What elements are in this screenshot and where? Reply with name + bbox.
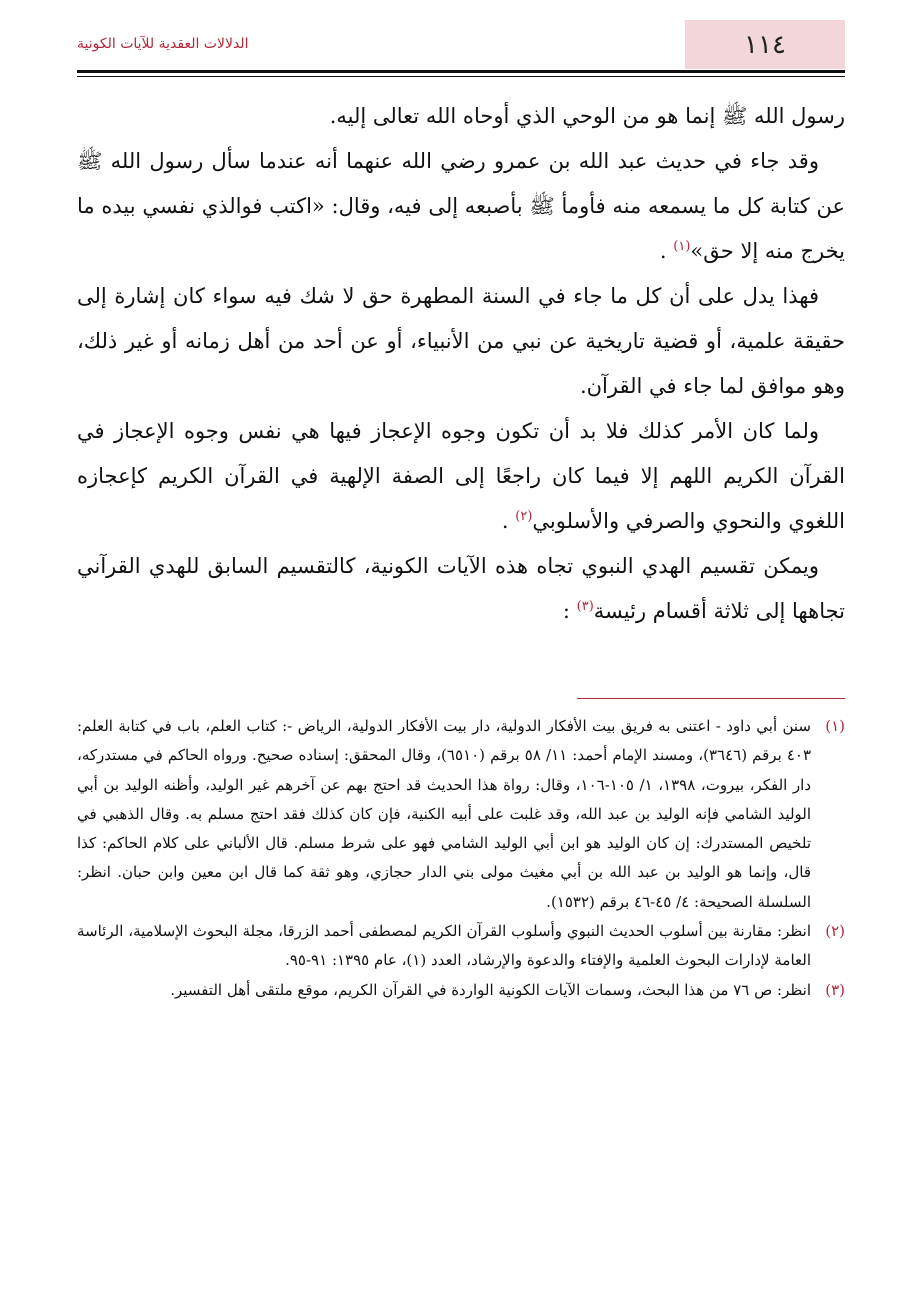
footnote-ref[interactable]: (٣)	[576, 599, 594, 614]
footnote-text: انظر: مقارنة بين أسلوب الحديث النبوي وأسلوب القرآن الكريم لمصطفى أحمد الزرقا، مجلة البحوث الإسلامية، الرئاسة العامة لإدارات البحوث العلمية والإفتاء والدعوة والإرشاد، العدد (١)، عام ١٣٩٥: ٩١-٩٥.	[77, 922, 811, 970]
paragraph: ولما كان الأمر كذلك فلا بد أن تكون وجوه الإعجاز فيها هي نفس وجوه الإعجاز في القرآن الكريم اللهم إلا فيما كان راجعًا إلى الصفة الإلهية في القرآن الكريم كإعجازه اللغوي والنحوي والصرفي والأسلوبي$^{(٢)}$ .	[77, 419, 845, 533]
paragraph: فهذا يدل على أن كل ما جاء في السنة المطهرة حق لا شك فيه سواء كان إشارة إلى حقيقة علمية، أو قضية تاريخية عن نبي من الأنبياء، أو عن أحد من أهل زمانه أو غير ذلك، وهو موافق لما جاء في القرآن.	[77, 284, 845, 398]
footnote-number[interactable]: (١)	[825, 717, 845, 735]
footnote-number[interactable]: (٢)	[825, 922, 845, 941]
footnotes	[77, 712, 845, 1005]
page-number-box	[685, 20, 845, 69]
footnote-separator	[577, 698, 845, 699]
footnote-ref[interactable]: (٢)	[515, 509, 533, 524]
header-rule-thick	[77, 70, 845, 73]
footnote	[77, 712, 845, 917]
paragraph: رسول الله ﷺ إنما هو من الوحي الذي أوحاه الله تعالى إليه.	[329, 104, 845, 128]
page-header	[77, 20, 845, 69]
footnote-ref[interactable]: (١)	[673, 239, 691, 254]
header-rule-thin	[77, 76, 845, 77]
main-text	[77, 94, 845, 634]
footnote-text: سنن أبي داود - اعتنى به فريق بيت الأفكار الدولية، دار بيت الأفكار الدولية، الرياض -: كتاب العلم، باب في كتابة العلم: ٤٠٣ برقم (٣٦٤٦)، ومسند الإمام أحمد: ١١/ ٥٨ برقم (٦٥١٠)، وقال المحقق: إسناده صحيح. ورواه الحاكم في مستدركه، دار الفكر، بيروت، ١٣٩٨، ١/ ١٠٥-١٠٦، وقال: رواة هذا الحديث قد احتج بهم عن آخرهم غير الوليد، وأظنه الوليد بن أبي الوليد الشامي فإنه الوليد بن عبد الله، وقد غلبت على أبيه الكنية، فإن كان كذلك فقد احتج مسلم به. وقال الذهبي في تلخيص المستدرك: إن كان الوليد هو ابن أبي الوليد الشامي فهو على شرط مسلم. قال الألباني على كلام الحاكم: كذا قال، وإنما هو الوليد بن عبد الله بن أبي مغيث مولى بني الدار حجازي، وهو ثقة كما قال ابن معين وابن حبان. انظر: السلسلة الصحيحة: ٤/ ٤٥-٤٦ برقم (١٥٣٢).	[77, 717, 812, 911]
paragraph: وقد جاء في حديث عبد الله بن عمرو رضي الله عنهما أنه عندما سأل رسول الله ﷺ عن كتابة كل ما يسمعه منه فأومأ ﷺ بأصبعه إلى فيه، وقال: «اكتب فوالذي نفسي بيده ما يخرج منه إلا حق»$^{(١)}$ .	[77, 149, 845, 263]
footnote-text: انظر: ص ٧٦ من هذا البحث، وسمات الآيات الكونية الواردة في القرآن الكريم، موقع ملتقى أهل التفسير.	[170, 980, 811, 999]
footnote	[77, 917, 845, 976]
footnote-number[interactable]: (٣)	[825, 980, 845, 999]
footnote	[77, 976, 845, 1005]
page-number: ١١٤	[744, 29, 786, 60]
running-title: الدلالات العقدية للآيات الكونية	[77, 36, 249, 52]
paragraph: ويمكن تقسيم الهدي النبوي تجاه هذه الآيات الكونية، كالتقسيم السابق للهدي القرآني تجاهها إلى ثلاثة أقسام رئيسة$^{(٣)}$ :	[77, 554, 845, 623]
